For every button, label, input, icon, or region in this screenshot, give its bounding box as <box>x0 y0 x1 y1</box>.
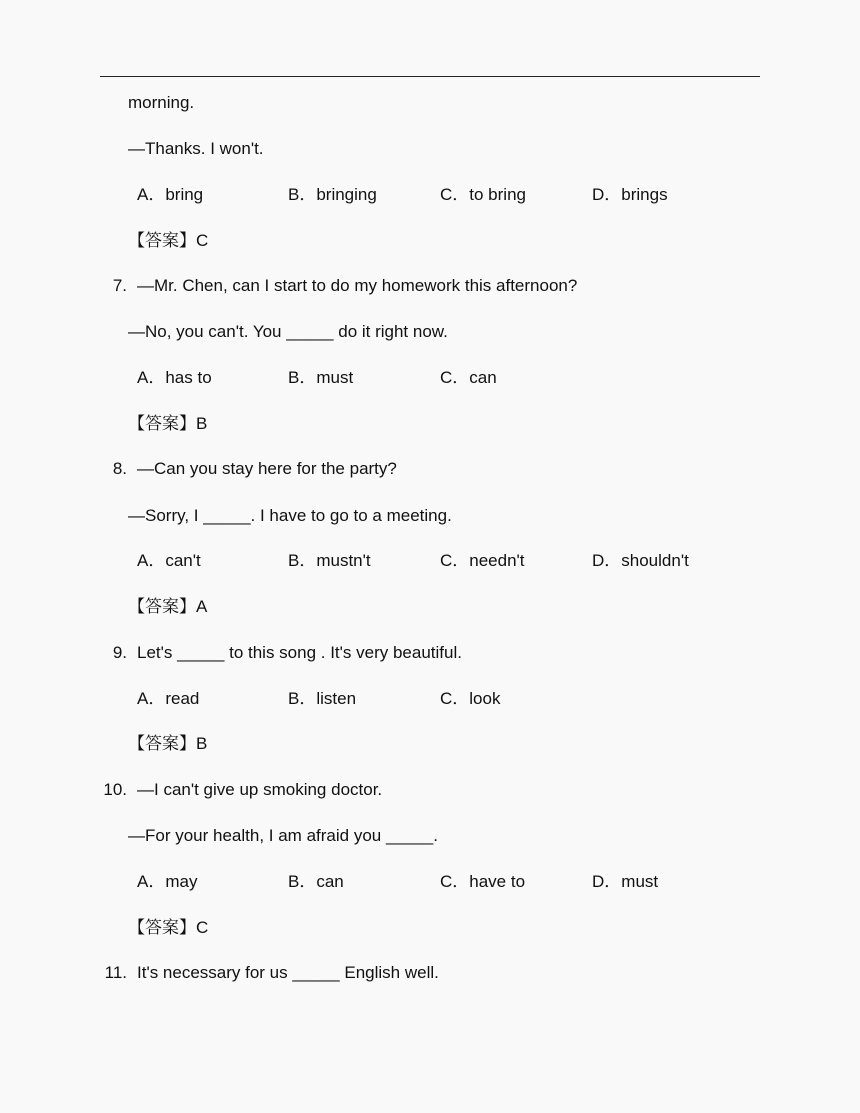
option-a: A．can't <box>137 551 201 570</box>
option-c: C．to bring <box>440 185 526 204</box>
question-number: 11. <box>104 963 127 982</box>
option-c: C．can <box>440 368 497 387</box>
answer: 【答案】B <box>128 414 208 433</box>
option-c: C．have to <box>440 872 526 891</box>
option-b: B．bringing <box>288 185 377 204</box>
question-number: 8. <box>112 459 127 478</box>
option-a: A．bring <box>137 185 204 204</box>
question-text: Let's _____ to this song . It's very beautiful. <box>137 643 462 662</box>
question-text: —Mr. Chen, can I start to do my homework this afternoon? <box>137 276 578 295</box>
option-a: A．may <box>137 872 198 891</box>
question-number: 9. <box>112 643 127 662</box>
option-c: C．needn't <box>440 551 525 570</box>
option-d: D．brings <box>592 185 668 204</box>
question-reply: —Thanks. I won't. <box>128 139 264 158</box>
option-a: A．has to <box>137 368 212 387</box>
option-d: D．must <box>592 872 659 891</box>
question-number: 10. <box>103 780 127 799</box>
option-b: B．can <box>288 872 344 891</box>
header-rule <box>100 76 760 77</box>
question-text: morning. <box>128 93 195 112</box>
question-number: 7. <box>112 276 127 295</box>
option-b: B．mustn't <box>288 551 371 570</box>
question-text: —Can you stay here for the party? <box>137 459 397 478</box>
option-b: B．listen <box>288 689 357 708</box>
option-d: D．shouldn't <box>592 551 689 570</box>
question-reply: —No, you can't. You _____ do it right now. <box>128 322 448 341</box>
question-reply: —For your health, I am afraid you _____. <box>128 826 438 845</box>
option-c: C．look <box>440 689 501 708</box>
question-text: It's necessary for us _____ English well. <box>137 963 439 982</box>
option-a: A．read <box>137 689 200 708</box>
answer: 【答案】A <box>128 597 208 616</box>
answer: 【答案】C <box>128 231 209 250</box>
answer: 【答案】C <box>128 918 209 937</box>
question-reply: —Sorry, I _____. I have to go to a meeting. <box>128 506 452 525</box>
question-text: —I can't give up smoking doctor. <box>137 780 383 799</box>
answer: 【答案】B <box>128 734 208 753</box>
option-b: B．must <box>288 368 354 387</box>
